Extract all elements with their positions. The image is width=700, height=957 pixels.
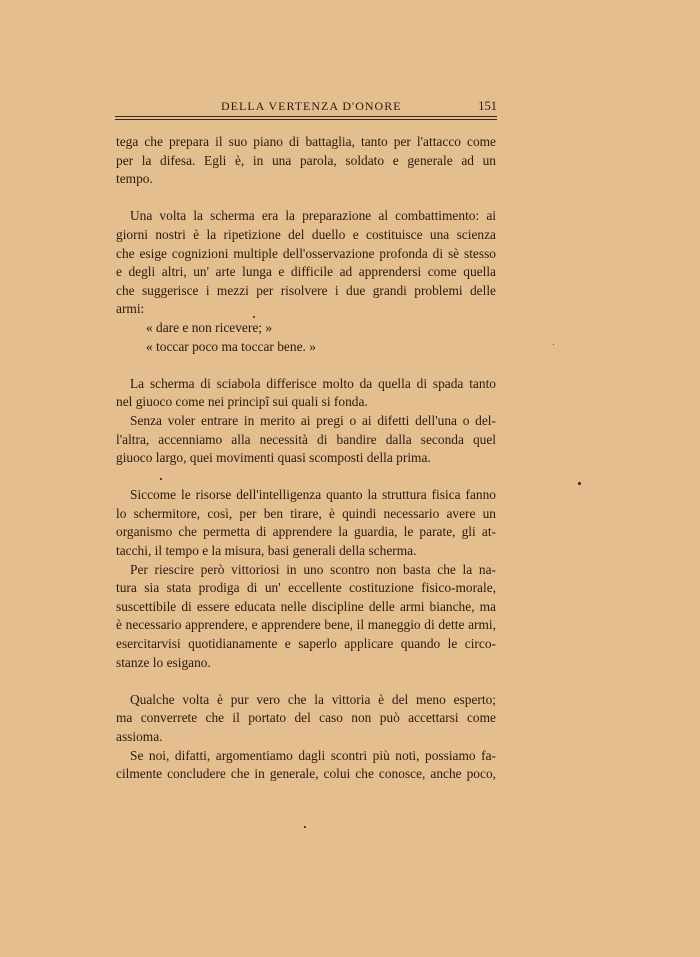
text-line: è necessario apprendere, e apprendere bene, il maneggio di dette armi, xyxy=(116,617,496,633)
text-line: giorni nostri è la ripetizione del duello e costituisce una scienza xyxy=(116,226,496,242)
text-line: armi: xyxy=(116,301,145,317)
text-line: che esige cognizioni multiple dell'osservazione profonda di sè stesso xyxy=(116,245,496,261)
page-number: 151 xyxy=(478,99,497,113)
text-line: Per riescire però vittoriosi in uno scontro non basta che la na- xyxy=(130,561,496,577)
text-line: Siccome le risorse dell'intelligenza quanto la struttura fisica fanno xyxy=(130,487,496,503)
text-line: tega che prepara il suo piano di battaglia, tanto per l'attacco come xyxy=(116,134,496,149)
text-line: Qualche volta è pur vero che la vittoria è del meno esperto; xyxy=(130,691,496,707)
text-line: Senza voler entrare in merito ai pregi o ai difetti dell'una o del- xyxy=(130,412,496,428)
text-line: per la difesa. Egli è, in una parola, soldato e generale ad un xyxy=(116,152,496,168)
text-line: lo schermitore, così, per ben tirare, è quindi necessario avere un xyxy=(116,505,496,521)
paper-speck xyxy=(304,826,306,828)
running-header xyxy=(115,99,497,117)
paper-speck xyxy=(160,478,162,480)
header-rule xyxy=(115,116,497,120)
paper-speck xyxy=(253,316,255,318)
text-line: e degli altri, un' arte lunga e difficile ad apprendersi come quella xyxy=(116,264,496,280)
text-line: assioma. xyxy=(116,729,163,744)
text-line: suscettibile di essere educata nelle discipline delle armi bianche, ma xyxy=(116,598,496,614)
text-line: ma converrete che il portato del caso non può accettarsi come xyxy=(116,710,496,726)
text-line: giuoco largo, quei movimenti quasi scomposti della prima. xyxy=(116,450,431,466)
text-line: Se noi, difatti, argomentiamo dagli scontri più noti, possiamo fa- xyxy=(130,747,496,763)
text-line: cilmente concludere che in generale, colui che conosce, anche poco, xyxy=(116,766,496,782)
text-line: La scherma di sciabola differisce molto da quella di spada tanto xyxy=(130,375,496,391)
paper-speck xyxy=(578,482,581,485)
header-title: DELLA VERTENZA D'ONORE xyxy=(221,99,402,113)
quote-line: « dare e non ricevere; » xyxy=(146,319,273,335)
body-text xyxy=(116,133,496,784)
quote-line: « toccar poco ma toccar bene. » xyxy=(146,338,316,354)
text-line: che suggerisce i mezzi per risolvere i due grandi problemi delle xyxy=(116,282,496,298)
text-line: organismo che permetta di apprendere la guardia, le parate, gli at- xyxy=(116,524,496,540)
text-line: esercitarvisi quotidianamente e saperlo applicare quando le circo- xyxy=(116,636,496,652)
text-line: l'altra, accenniamo alla necessità di bandire dalla seconda quel xyxy=(116,431,496,447)
text-line: tempo. xyxy=(116,171,153,187)
text-line: nel giuoco come nei principî sui quali si fonda. xyxy=(116,394,368,410)
text-line: tacchi, il tempo e la misura, basi generali della scherma. xyxy=(116,543,417,559)
text-line: tura sia stata prodiga di un' eccellente costituzione fisico-morale, xyxy=(116,580,496,596)
paper-speck xyxy=(553,344,554,345)
text-line: stanze lo esigano. xyxy=(116,654,211,670)
text-line: Una volta la scherma era la preparazione al combattimento: ai xyxy=(130,208,496,224)
